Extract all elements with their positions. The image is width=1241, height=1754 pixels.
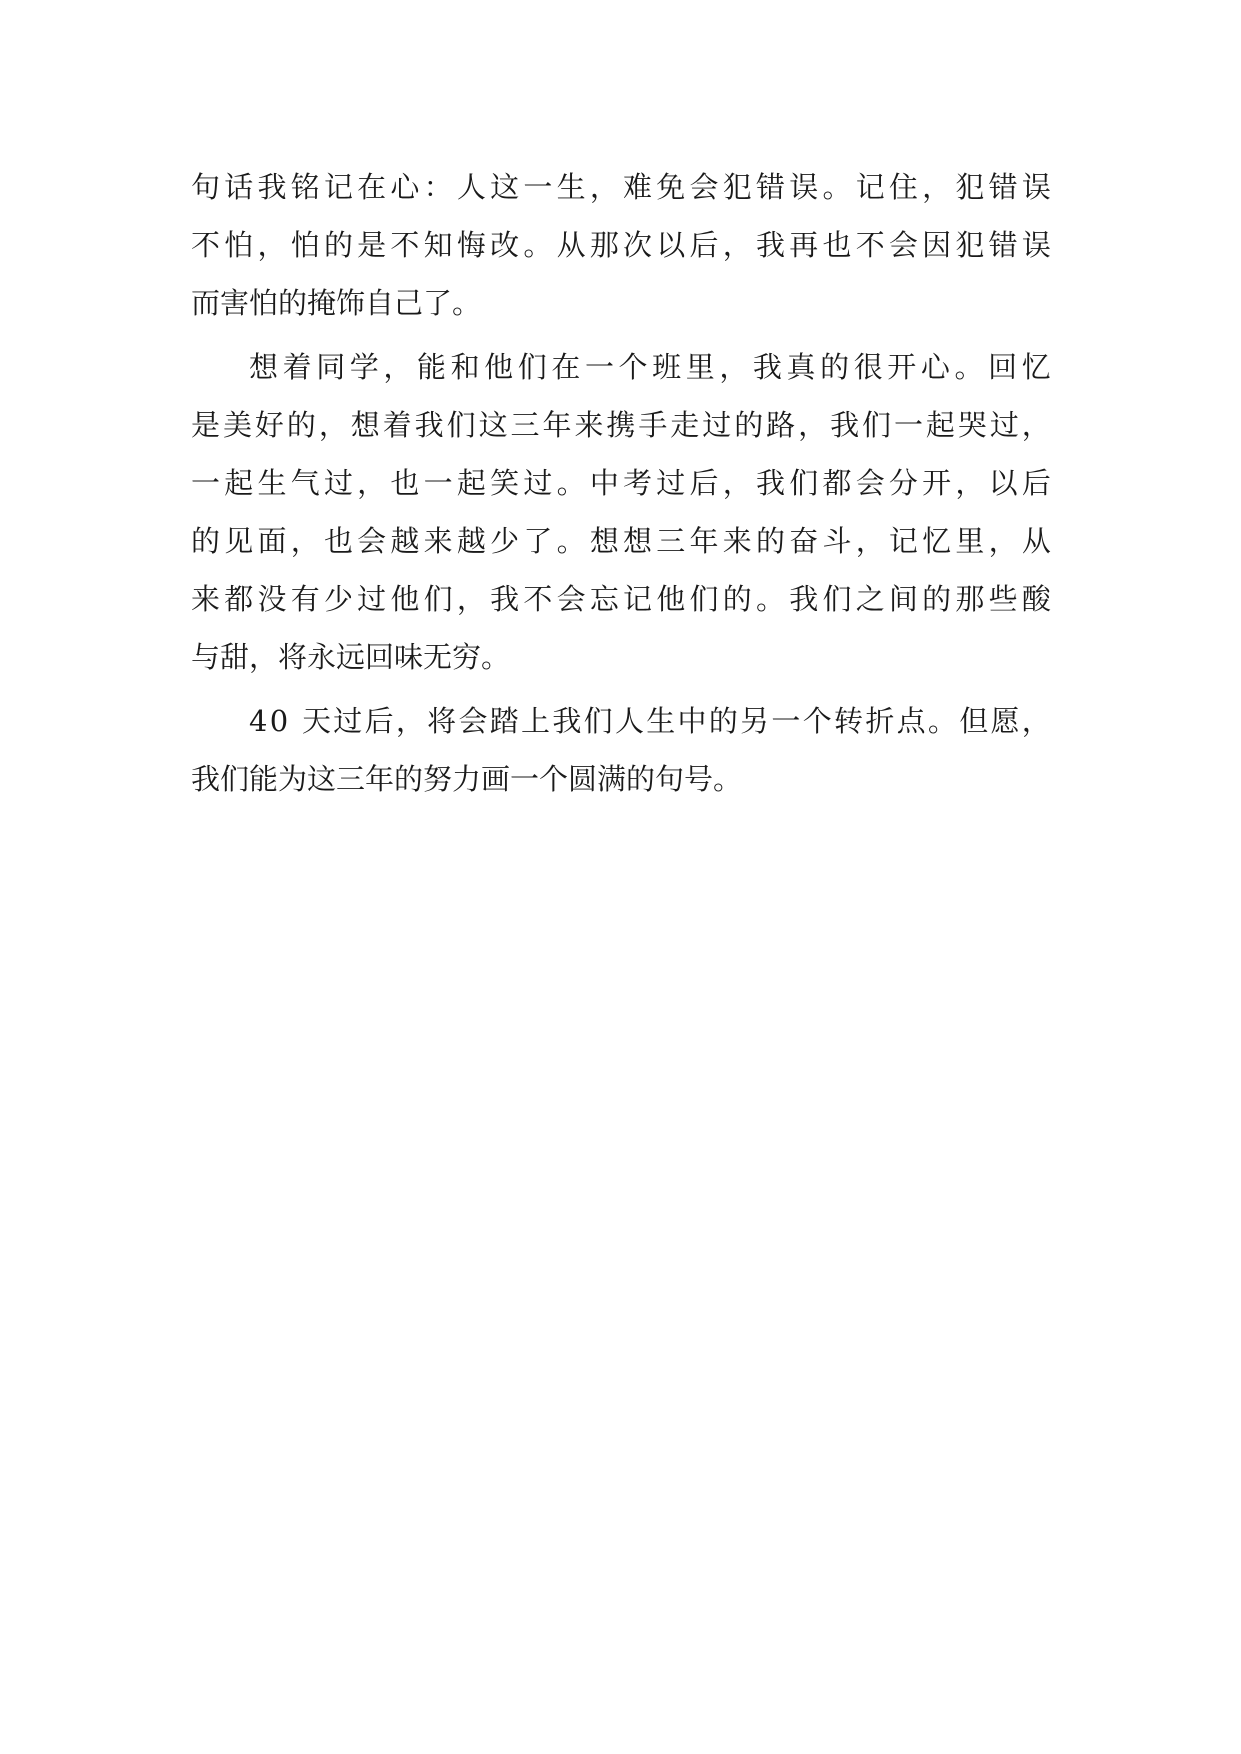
- paragraph-line: 与甜，将永远回味无穷。: [191, 640, 511, 674]
- paragraph-line: 不 怕 ， 怕 的 是 不 知 悔 改 。 从 那 次 以 后 ， 我 再 也 不 会 因 犯 错 误: [191, 228, 1051, 262]
- paragraph-line: 我们能为这三年的努力画一个圆满的句号。: [191, 762, 743, 796]
- document-body: [191, 158, 1051, 808]
- paragraph-line: 一 起 生 气 过 ， 也 一 起 笑 过 。 中 考 过 后 ， 我 们 都 会 分 开 ， 以 后: [191, 466, 1051, 500]
- paragraph-line: 是 美 好 的 ， 想 着 我 们 这 三 年 来 携 手 走 过 的 路 ， 我 们 一 起 哭 过 ，: [191, 408, 1051, 442]
- paragraph-line: 来 都 没 有 少 过 他 们 ， 我 不 会 忘 记 他 们 的 。 我 们 之 间 的 那 些 酸: [191, 582, 1051, 616]
- paragraph-1: [191, 158, 1051, 332]
- paragraph-line: 的 见 面 ， 也 会 越 来 越 少 了 。 想 想 三 年 来 的 奋 斗 ， 记 忆 里 ， 从: [191, 524, 1051, 558]
- paragraph-2: [191, 338, 1051, 686]
- paragraph-3: [191, 692, 1051, 808]
- paragraph-line: 句 话 我 铭 记 在 心 ： 人 这 一 生 ， 难 免 会 犯 错 误 。 记 住 ， 犯 错 误: [191, 170, 1051, 204]
- paragraph-line: 想 着 同 学 ， 能 和 他 们 在 一 个 班 里 ， 我 真 的 很 开 心 。 回 忆: [249, 350, 1051, 384]
- paragraph-line: 4 0 天 过 后 ， 将 会 踏 上 我 们 人 生 中 的 另 一 个 转 折 点 。 但 愿 ，: [249, 704, 1051, 738]
- paragraph-line: 而害怕的掩饰自己了。: [191, 286, 482, 320]
